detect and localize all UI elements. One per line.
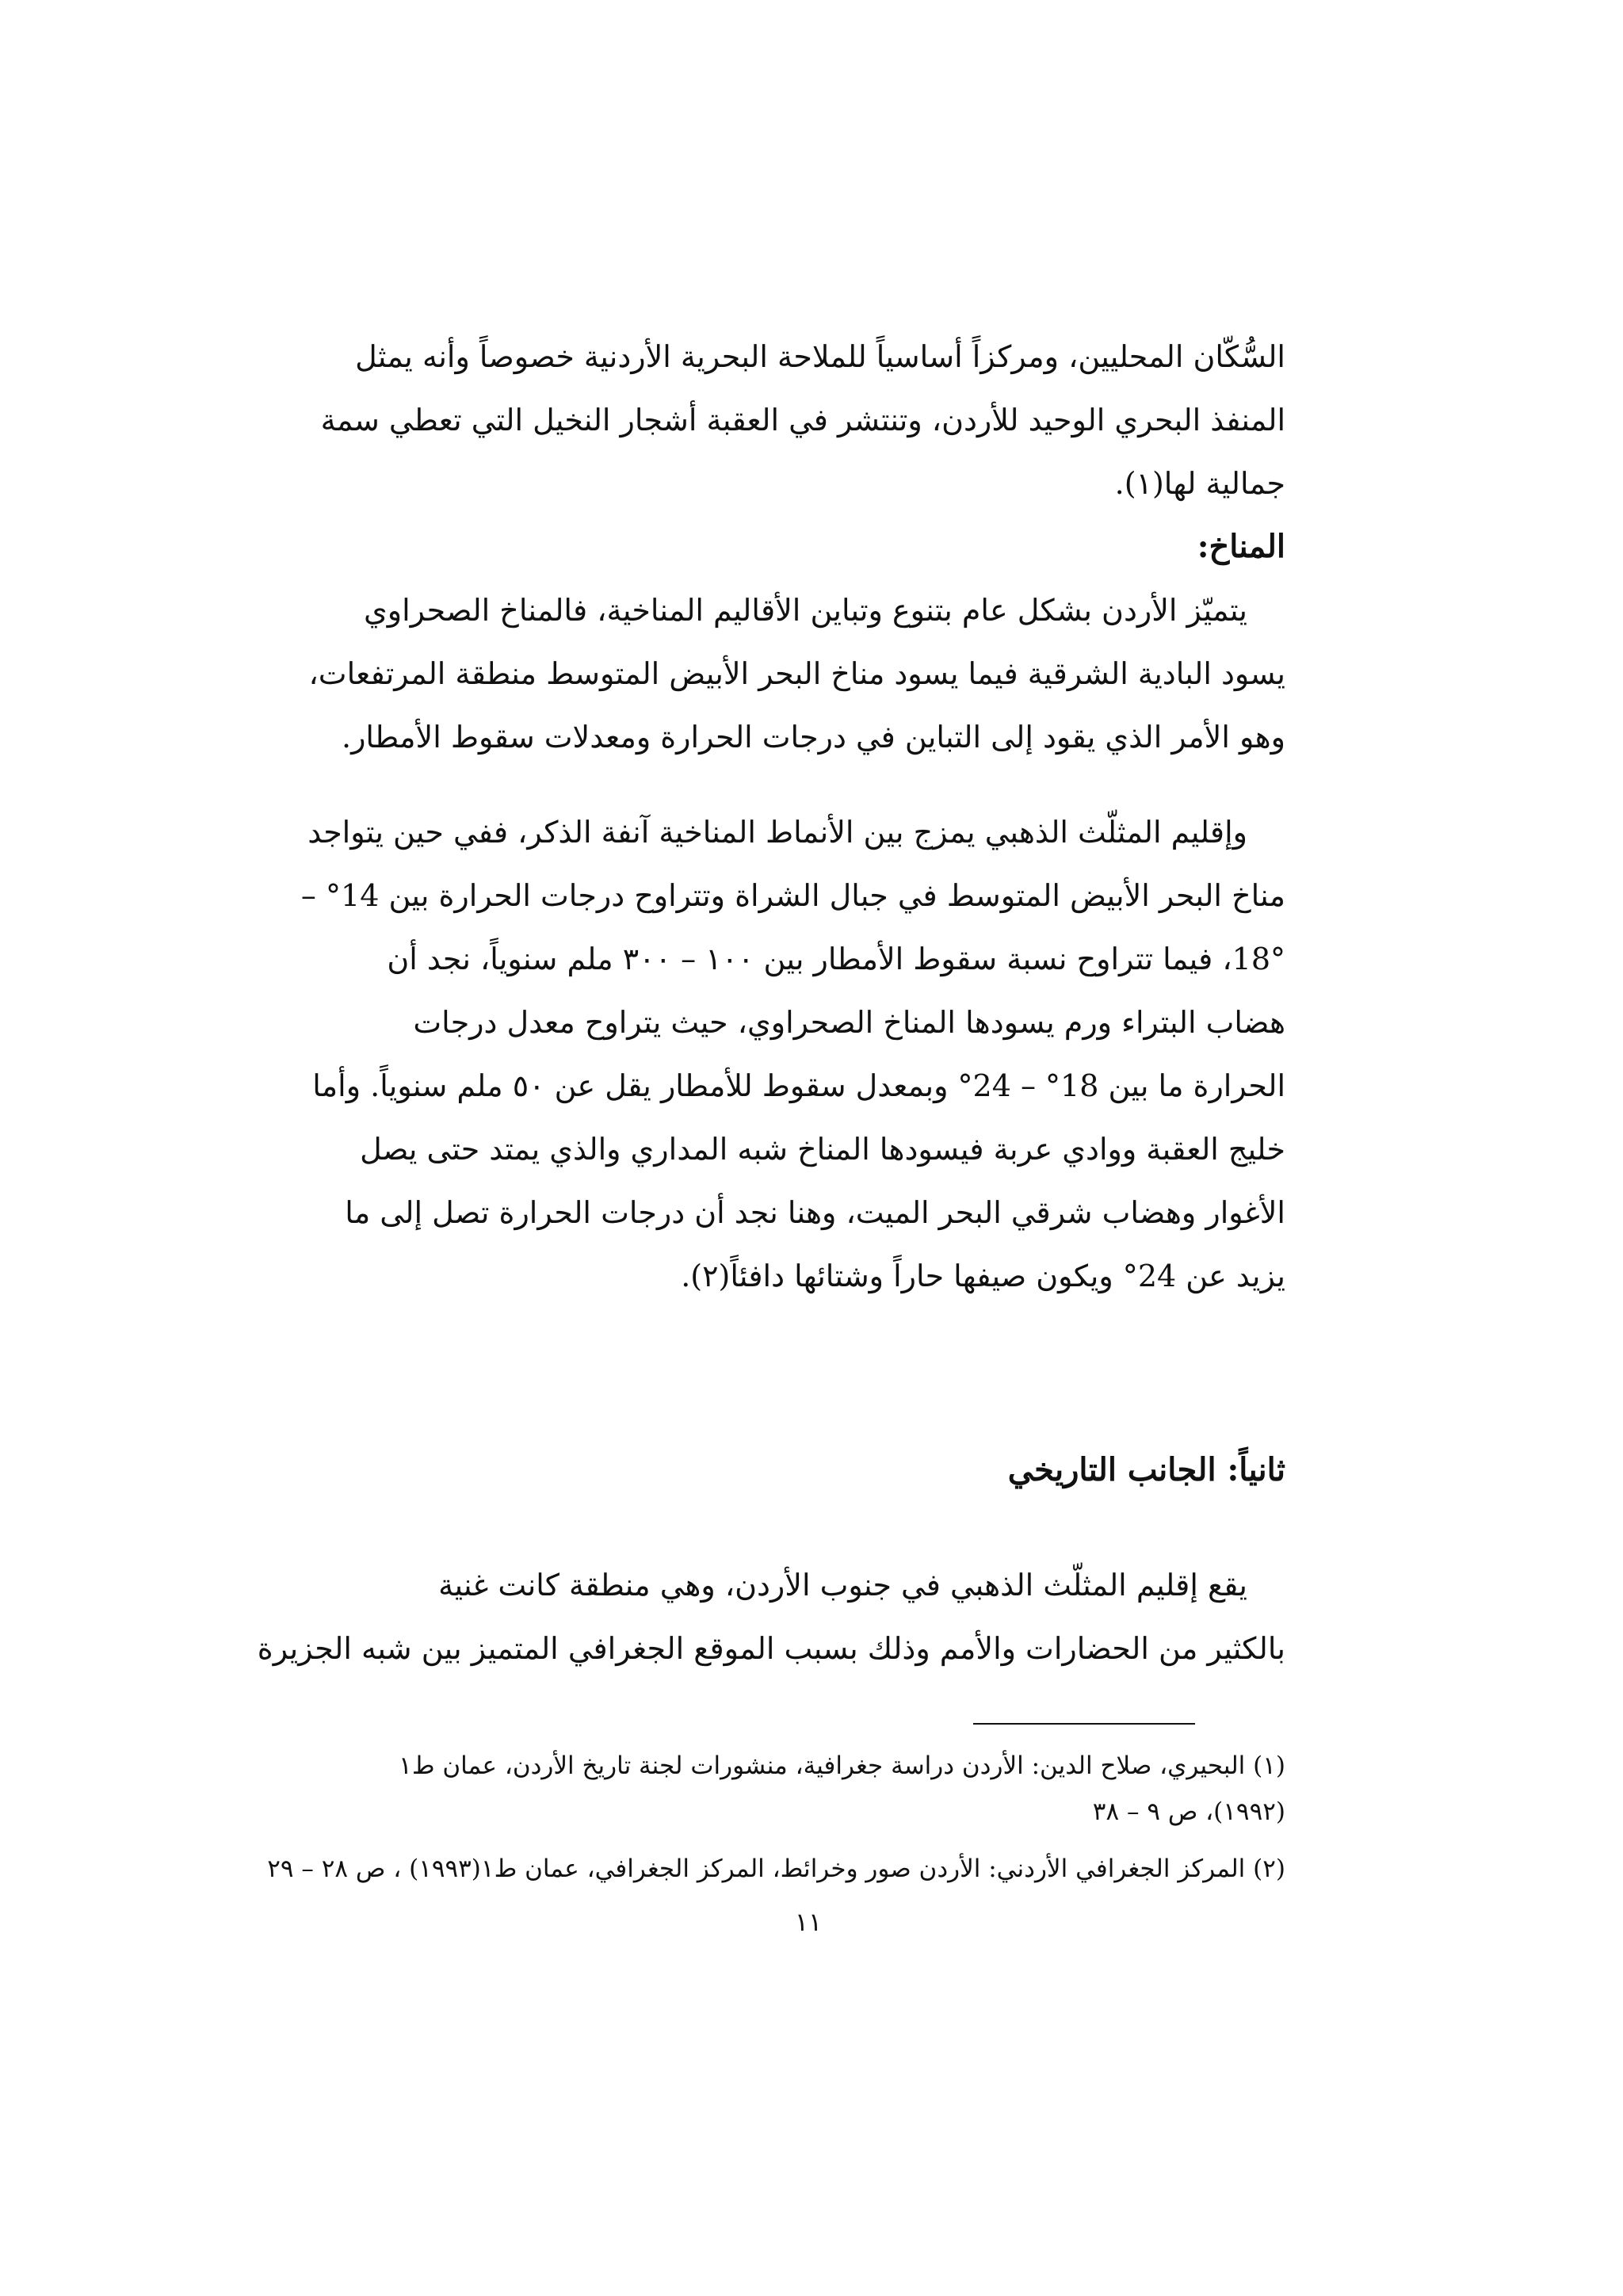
paragraph-line: يزيد عن 24° ويكون صيفها حاراً وشتائها دافئاً(٢). bbox=[681, 1259, 1285, 1293]
paragraph-line: 18°، فيما تتراوح نسبة سقوط الأمطار بين ١٠٠ – ٣٠٠ ملم سنوياً، نجد أن bbox=[387, 942, 1285, 976]
paragraph-line: الأغوار وهضاب شرقي البحر الميت، وهنا نجد أن درجات الحرارة تصل إلى ما bbox=[345, 1195, 1285, 1230]
paragraph-line: مناخ البحر الأبيض المتوسط في جبال الشراة وتتراوح درجات الحرارة بين 14° – bbox=[300, 878, 1285, 913]
paragraph-line: يقع إقليم المثلّث الذهبي في جنوب الأردن، وهي منطقة كانت غنية bbox=[438, 1568, 1247, 1603]
paragraph-line: يسود البادية الشرقية فيما يسود مناخ البحر الأبيض المتوسط منطقة المرتفعات، bbox=[308, 656, 1285, 691]
climate-paragraph-2 bbox=[255, 800, 1285, 1308]
opening-paragraph bbox=[255, 325, 1285, 515]
page-number: ١١ bbox=[794, 1907, 823, 1937]
climate-paragraph-1 bbox=[255, 579, 1285, 769]
climate-section-heading-wrap bbox=[255, 515, 1285, 579]
history-heading: ثانياً: الجانب التاريخي bbox=[1007, 1451, 1285, 1488]
paragraph-line: خليج العقبة ووادي عربة فيسودها المناخ شبه المداري والذي يمتد حتى يصل bbox=[360, 1132, 1285, 1167]
paragraph-line: الحرارة ما بين 18° – 24° وبمعدل سقوط للأمطار يقل عن ٥٠ ملم سنوياً. وأما bbox=[312, 1068, 1285, 1103]
paragraph-line: المنفذ البحري الوحيد للأردن، وتنتشر في العقبة أشجار النخيل التي تعطي سمة bbox=[320, 403, 1285, 437]
climate-heading: المناخ: bbox=[1197, 528, 1285, 565]
paragraph-line: جمالية لها(١). bbox=[1114, 466, 1285, 501]
paragraph-line: السُّكّان المحليين، ومركزاً أساسياً للملاحة البحرية الأردنية خصوصاً وأنه يمثل bbox=[355, 339, 1285, 374]
footnote-separator bbox=[973, 1723, 1195, 1725]
footnote-1-line-1: (١) البحيري، صلاح الدين: الأردن دراسة جغرافية، منشورات لجنة تاريخ الأردن، عمان ط١ bbox=[399, 1752, 1285, 1780]
footnote-1-line-2: (١٩٩٢)، ص ٩ – ٣٨ bbox=[1092, 1797, 1285, 1826]
history-paragraph bbox=[255, 1553, 1285, 1680]
paragraph-line: وهو الأمر الذي يقود إلى التباين في درجات الحرارة ومعدلات سقوط الأمطار. bbox=[341, 720, 1285, 755]
history-section-heading-wrap bbox=[255, 1438, 1285, 1502]
paragraph-line: هضاب البتراء ورم يسودها المناخ الصحراوي، حيث يتراوح معدل درجات bbox=[413, 1005, 1285, 1040]
paragraph-line: يتميّز الأردن بشكل عام بتنوع وتباين الأقاليم المناخية، فالمناخ الصحراوي bbox=[363, 593, 1247, 628]
footnote-2: (٢) المركز الجغرافي الأردني: الأردن صور وخرائط، المركز الجغرافي، عمان ط١(١٩٩٣) ، ص ٢٨ – ٢٩ bbox=[267, 1855, 1285, 1883]
paragraph-line: وإقليم المثلّث الذهبي يمزج بين الأنماط المناخية آنفة الذكر، ففي حين يتواجد bbox=[307, 815, 1247, 850]
paragraph-line: بالكثير من الحضارات والأمم وذلك بسبب الموقع الجغرافي المتميز بين شبه الجزيرة bbox=[257, 1631, 1285, 1666]
